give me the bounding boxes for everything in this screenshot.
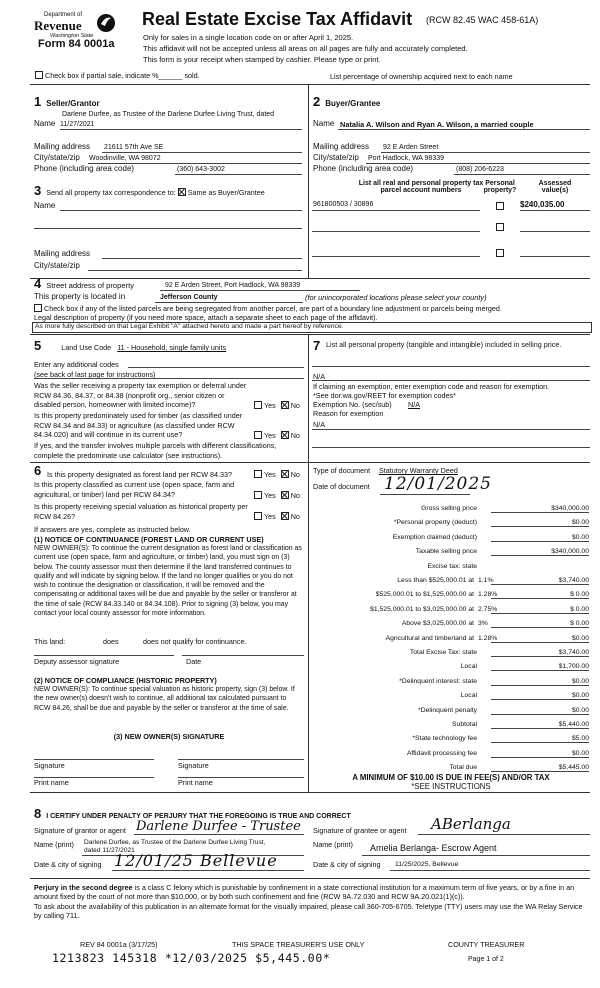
- forest-section-number: 6: [34, 463, 42, 478]
- notice2-title: (2) NOTICE OF COMPLIANCE (HISTORIC PROPERTY): [34, 676, 217, 685]
- see-instructions-note: *SEE INSTRUCTIONS: [411, 782, 491, 791]
- personal-property-section-number: 7: [313, 338, 321, 353]
- notice1-title: (1) NOTICE OF CONTINUANCE (FOREST LAND OR CURRENT USE): [34, 535, 264, 544]
- new-owner-signature-2: Signature: [178, 761, 209, 770]
- buyer-heading: Buyer/Grantee: [325, 99, 381, 108]
- located-label: This property is located in: [34, 292, 126, 301]
- exemption-yes-checkbox[interactable]: [254, 401, 262, 409]
- same-as-buyer-checkbox[interactable]: [178, 188, 186, 196]
- tax-row-label: *State technology fee: [412, 735, 477, 743]
- tax-row-value[interactable]: $0.00: [491, 519, 589, 527]
- seller-mailing[interactable]: 21611 57th Ave SE: [104, 144, 164, 151]
- new-owner-sig-title: (3) NEW OWNER(S) SIGNATURE: [113, 732, 225, 741]
- buyer-section: [313, 94, 380, 109]
- segregated-row: [34, 304, 502, 313]
- buyer-phone[interactable]: (808) 206-6223: [456, 166, 504, 173]
- tax-row-label: Total Excise Tax: state: [409, 649, 477, 656]
- same-as-buyer-label: Same as Buyer/Grantee: [187, 188, 265, 197]
- tax-row: [312, 735, 589, 746]
- partial-sale-label: Check box if partial sale, indicate %______ sold.: [45, 71, 200, 80]
- tax-row-value[interactable]: $0.00: [491, 750, 589, 758]
- tax-row-label: $525,000.01 to $1,525,000.00 at: [375, 591, 474, 599]
- grantee-date-label: Date & city of signing: [313, 860, 381, 869]
- tax-row-label: Affidavit processing fee: [406, 749, 477, 757]
- tax-row-label: Gross selling price: [421, 505, 477, 512]
- tax-row-label: Local: [460, 663, 477, 671]
- tax-row-label: Above $3,025,000.00 at: [401, 620, 474, 628]
- grantee-name[interactable]: Amelia Berlanga- Escrow Agent: [370, 843, 497, 853]
- treasurer-space: THIS SPACE TREASURER'S USE ONLY: [232, 940, 365, 949]
- forest-yes-no: [254, 470, 300, 479]
- correspondence-section-number: 3: [34, 183, 42, 198]
- historic-yes-no: [254, 512, 300, 521]
- tax-row: [312, 563, 589, 574]
- tax-row-value[interactable]: $0.00: [491, 692, 589, 700]
- exemption-yes-no: [254, 401, 300, 410]
- legal-desc-label: Legal description of property (if you need more space, attach a separate sheet to each page of the affidavit).: [34, 313, 378, 322]
- historic-no-checkbox[interactable]: [281, 512, 289, 520]
- partial-sale: [35, 71, 200, 80]
- tax-row-value[interactable]: $1,700.00: [491, 663, 589, 671]
- timber-no-label: No: [290, 431, 300, 440]
- tax-row: [312, 591, 589, 602]
- additional-codes-label: Enter any additional codes: [34, 360, 119, 369]
- new-owner-signature-1: Signature: [34, 761, 65, 770]
- tax-row-label: Agricultural and timberland at: [385, 634, 474, 642]
- personal-property-checkbox-3[interactable]: [496, 249, 504, 257]
- segregated-checkbox[interactable]: [34, 304, 42, 312]
- personal-property-col-header: Personal property?: [483, 180, 517, 194]
- seller-section-number: 1: [34, 94, 42, 109]
- deputy-date-label: Date: [186, 657, 202, 666]
- seller-heading: Seller/Grantor: [46, 99, 100, 108]
- tax-row: [312, 606, 589, 617]
- tax-row-value[interactable]: $0.00: [491, 635, 589, 643]
- tax-row-value[interactable]: $3,740.00: [491, 649, 589, 657]
- legal-desc-value[interactable]: As more fully described on that Legal Exhibit "A" attached hereto and made a part hereof by reference.: [35, 323, 344, 330]
- tax-row-label: Exemption claimed (deduct): [392, 533, 477, 541]
- dor-logo-line2: Revenue: [34, 18, 82, 33]
- doc-date-label: Date of document: [313, 482, 370, 491]
- grantor-date-label: Date & city of signing: [34, 860, 102, 869]
- tax-row-value[interactable]: $ 0.00: [491, 606, 589, 614]
- seller-city[interactable]: Woodinville, WA 98072: [89, 155, 161, 162]
- forest-no-checkbox[interactable]: [281, 470, 289, 478]
- tax-row: [312, 649, 589, 660]
- rev-number: REV 84 0001a (3/17/25): [80, 940, 158, 949]
- property-section-number: 4: [34, 276, 42, 291]
- legal-desc-box: [32, 322, 592, 333]
- perjury-bold: Perjury in the second degree: [34, 883, 133, 892]
- tax-row-value[interactable]: $0.00: [491, 678, 589, 686]
- tax-row-label: Taxable selling price: [415, 548, 477, 556]
- tax-row: [312, 519, 589, 530]
- tax-row-rate: 3%: [478, 620, 488, 628]
- grantor-name-label: Name (print): [34, 840, 74, 849]
- personal-property-checkbox-1[interactable]: [496, 202, 504, 210]
- see-back-note: (see back of last page for instructions): [34, 370, 156, 379]
- street-label: Street address of property: [46, 281, 135, 290]
- new-owner-print-2: Print name: [178, 778, 213, 787]
- current-use-yes-checkbox[interactable]: [254, 491, 262, 499]
- tax-row: [312, 548, 589, 559]
- grantee-sig-label: Signature of grantee or agent: [313, 826, 407, 835]
- predominate-note: If yes, and the transfer involves multiple parcels with different classifications, complete the predominate use calculator (see instructions).: [34, 441, 277, 460]
- exemption-no-label: No: [290, 401, 300, 410]
- header-note2: This affidavit will not be accepted unless all areas on all pages are fully and accurately completed.: [143, 44, 468, 53]
- form-title: Real Estate Excise Tax Affidavit: [142, 9, 413, 29]
- exemption-no-value[interactable]: N/A: [408, 400, 420, 409]
- buyer-mailing[interactable]: 92 E Arden Street: [383, 144, 439, 151]
- accessibility-notice: To ask about the availability of this publication in an alternate format for the visually impaired, please call 360-705-6705. Teletype (TTY) users may use the WA Relay Service by calling 711.: [34, 902, 583, 921]
- tax-row-rate: 1.28%: [478, 634, 498, 642]
- grantee-name-label: Name (print): [313, 840, 353, 849]
- county-treasurer: COUNTY TREASURER: [448, 940, 525, 949]
- tax-row: [312, 692, 589, 703]
- doc-date-value[interactable]: 12/01/2025: [384, 474, 492, 494]
- seller-phone-label: Phone (including area code): [34, 164, 135, 173]
- current-use-no-label: No: [290, 491, 300, 500]
- tax-row-label: Local: [460, 692, 477, 700]
- buyer-mailing-label: Mailing address: [313, 142, 370, 151]
- grantor-name-line1[interactable]: Darlene Durfee, as Trustee of the Darlene Durfee Living Trust,: [84, 839, 266, 846]
- form-citation: (RCW 82.45 WAC 458-61A): [426, 15, 539, 25]
- exemption-yes-label: Yes: [264, 401, 276, 410]
- buyer-city-label: City/state/zip: [313, 153, 359, 162]
- buyer-section-number: 2: [313, 94, 321, 109]
- new-owner-print-1: Print name: [34, 778, 69, 787]
- if-yes-note: If answers are yes, complete as instructed below.: [34, 525, 191, 534]
- forest-yes-label: Yes: [264, 470, 276, 479]
- grantor-signature[interactable]: Darlene Durfee - Trustee: [136, 819, 301, 834]
- current-use-no-checkbox[interactable]: [281, 491, 289, 499]
- tax-row: [312, 663, 589, 674]
- certify-section-number: 8: [34, 806, 42, 821]
- timber-yes-label: Yes: [264, 431, 276, 440]
- land-use-section: [34, 338, 226, 353]
- dor-logo-line1: Department of: [44, 12, 83, 18]
- current-use-question: Is this property classified as current use (open space, farm and agricultural, or timber) land per RCW 84.34?: [34, 480, 235, 499]
- exemption-claim-text: If claiming an exemption, enter exemption code and reason for exemption.: [313, 382, 550, 391]
- tax-row-value[interactable]: $340,000.00: [491, 505, 589, 513]
- form-number: Form 84 0001a: [38, 38, 115, 50]
- perjury-notice: [34, 883, 590, 902]
- land-use-label: Land Use Code: [61, 343, 112, 352]
- county[interactable]: Jefferson County: [160, 294, 218, 301]
- forest-yes-checkbox[interactable]: [254, 470, 262, 478]
- tax-row-value[interactable]: $ 0.00: [491, 620, 589, 628]
- personal-property-checkbox-2[interactable]: [496, 223, 504, 231]
- forest-no-label: No: [290, 470, 300, 479]
- segregated-label: Check box if any of the listed parcels are being segregated from another parcel, are part of a boundary line adjustment or parcels being merged.: [44, 304, 502, 313]
- notice1-body: NEW OWNER(S): To continue the current designation as forest land or classification as current use (open space, farm and agriculture, or timber) land, you must sign on (3) below. The county assessor must then determine if the land transferred continues to qualify and will indicate by signing below. If the land no longer qualifies or you do not wish to continue the designation or classification, it will be removed and the compensating or additional taxes will be due and payable by the seller or transferor at the time of sale (RCW 84.33.140 or 84.34.108). Prior to signing (3) below, you may contact your local county assessor for more information.: [34, 545, 302, 618]
- perjury-text: is a class C felony which is punishable by confinement in a state correctional institution for a maximum term of five years, or by a fine in an amount fixed by the court of not more than $10,000, or by both such confinement and fine (RCW 9A.72.030 and RCW 9A.20.021(1)(c)).: [34, 883, 575, 902]
- notice2-body: NEW OWNER(S): To continue special valuation as historic property, sign (3) below. If the new owner(s) doesn't wish to continue, all additional tax calculated pursuant to RCW 84.26, shall be due and payable by the seller or transferor at the time of sale.: [34, 686, 295, 712]
- reason-value[interactable]: N/A: [313, 420, 325, 429]
- correspondence-mailing-label: Mailing address: [34, 249, 91, 258]
- tax-row-value[interactable]: $3,740.00: [491, 577, 589, 585]
- exemption-no-checkbox[interactable]: [281, 401, 289, 409]
- current-use-yes-label: Yes: [264, 491, 276, 500]
- assessed-value-col-header: Assessed value(s): [538, 180, 572, 194]
- timber-no-checkbox[interactable]: [281, 431, 289, 439]
- exemption-no-label: Exemption No. (sec/sub): [313, 400, 392, 409]
- minimum-due-note: A MINIMUM OF $10.00 IS DUE IN FEE(S) AND/OR TAX: [352, 773, 550, 782]
- seller-mailing-label: Mailing address: [34, 142, 91, 151]
- forest-question: Is this property designated as forest land per RCW 84.33?: [47, 470, 232, 479]
- correspondence-text: Send all property tax correspondence to:: [46, 188, 176, 197]
- header-note3: This form is your receipt when stamped by cashier. Please type or print.: [143, 55, 381, 64]
- deputy-signature-label: Deputy assessor signature: [34, 657, 120, 666]
- assessed-value[interactable]: $240,035.00: [520, 200, 565, 209]
- parcel-number[interactable]: 961800503 / 30896: [313, 201, 374, 208]
- grantor-date-city[interactable]: 12/01/25 Bellevue: [114, 851, 278, 870]
- personal-property-text: List all personal property (tangible and intangible) included in selling price.: [326, 340, 562, 349]
- historic-yes-checkbox[interactable]: [254, 512, 262, 520]
- tax-row-value[interactable]: $0.00: [491, 707, 589, 715]
- tax-row: [312, 750, 589, 761]
- buyer-phone-label: Phone (including area code): [313, 164, 414, 173]
- historic-no-label: No: [290, 512, 300, 521]
- tax-row-value[interactable]: $5,445.00: [491, 764, 589, 772]
- seller-section: [34, 94, 306, 174]
- doc-type-label: Type of document: [313, 466, 371, 475]
- historic-question: Is this property receiving special valuation as historical property per RCW 84.26?: [34, 502, 248, 521]
- tax-row: [312, 635, 589, 646]
- seller-name-line1: Darlene Durfee, as Trustee of the Darlene Durfee Living Trust, dated: [62, 111, 275, 118]
- parcels-col-header: List all real and personal property tax parcel account numbers: [358, 180, 484, 194]
- grantee-signature[interactable]: ABerlanga: [431, 815, 511, 833]
- correspondence-section: [34, 183, 265, 198]
- tax-row-label: Excise tax: state: [427, 562, 477, 570]
- tax-row: [312, 707, 589, 718]
- this-land-label: This land:: [34, 637, 66, 646]
- street-address[interactable]: 92 E Arden Street, Port Hadlock, WA 98339: [165, 282, 301, 289]
- exemption-url: *See dor.wa.gov/REET for exemption codes*: [313, 391, 456, 400]
- header-note1: Only for sales in a single location code on or after April 1, 2025.: [143, 33, 354, 42]
- historic-yes-label: Yes: [264, 512, 276, 521]
- seller-name-label: Name: [34, 119, 56, 128]
- dor-logo-line3: Washington State: [50, 33, 94, 39]
- timber-yes-checkbox[interactable]: [254, 431, 262, 439]
- grantor-name-line2[interactable]: dated 11/27/2021: [84, 847, 135, 854]
- timber-yes-no: [254, 431, 300, 440]
- seller-city-label: City/state/zip: [34, 153, 80, 162]
- certify-text: I CERTIFY UNDER PENALTY OF PERJURY THAT THE FOREGOING IS TRUE AND CORRECT: [46, 813, 351, 820]
- partial-sale-checkbox[interactable]: [35, 71, 43, 79]
- correspondence-city-label: City/state/zip: [34, 261, 80, 270]
- tax-row-rate: 2.75%: [478, 605, 498, 613]
- property-section: [34, 276, 134, 291]
- buyer-city[interactable]: Port Hadlock, WA 98339: [368, 155, 445, 162]
- doc-type-value[interactable]: Statutory Warranty Deed: [379, 466, 458, 475]
- tax-row-label: $1,525,000.01 to $3,025,000.00 at: [370, 605, 474, 613]
- tax-row: [312, 534, 589, 545]
- tax-row-label: *Delinquent interest: state: [399, 677, 477, 685]
- buyer-name-label: Name: [313, 119, 335, 128]
- tax-row: [312, 620, 589, 631]
- tax-row-label: Less than $525,000.01 at: [397, 577, 474, 584]
- dor-logo-icon: [96, 12, 116, 34]
- tax-row-label: *Personal property (deduct): [393, 519, 477, 527]
- grantee-date-city[interactable]: 11/25/2025, Bellevue: [395, 861, 459, 868]
- grantor-sig-label: Signature of grantor or agent: [34, 826, 126, 835]
- land-use-section-number: 5: [34, 338, 42, 353]
- tax-row-label: Subtotal: [452, 721, 477, 728]
- tax-row-rate: 1.28%: [478, 591, 498, 599]
- tax-row-value[interactable]: $5.00: [491, 735, 589, 743]
- correspondence-name-label: Name: [34, 201, 56, 210]
- timber-question: Is this property predominately used for timber (as classified under RCW 84.34 and 84.33) or agriculture (as classified under RCW 84.34.020) and will continue in its current use?: [34, 411, 243, 439]
- buyer-name[interactable]: Natalia A. Wilson and Ryan A. Wilson, a married couple: [340, 120, 534, 129]
- tax-row-label: Total due: [449, 764, 477, 772]
- current-use-yes-no: [254, 491, 300, 500]
- exemption-question: Was the seller receiving a property tax exemption or deferral under RCW 84.36, 84.37, or 84.38 (nonprofit org., senior citizen or disabled person, homeowner with limited income)?: [34, 381, 247, 409]
- does-label: does: [103, 637, 119, 646]
- tax-row-value[interactable]: $0.00: [491, 534, 589, 542]
- land-use-code[interactable]: 11 - Household, single family units: [117, 343, 227, 352]
- unincorporated-note: (for unincorporated locations please select your county): [305, 293, 487, 302]
- tax-row-value[interactable]: $340,000.00: [491, 548, 589, 556]
- tax-row: [312, 505, 589, 516]
- ownership-note: List percentage of ownership acquired next to each name: [330, 72, 513, 81]
- personal-property-value[interactable]: N/A: [313, 372, 325, 381]
- tax-row-value[interactable]: $5,440.00: [491, 721, 589, 729]
- tax-row: [312, 577, 589, 588]
- tax-row: [312, 721, 589, 732]
- page-number: Page 1 of 2: [468, 956, 504, 963]
- seller-phone[interactable]: (360) 643-3002: [177, 166, 225, 173]
- tax-row-label: *Delinquent penalty: [418, 706, 477, 714]
- seller-name-line2[interactable]: 11/27/2021: [60, 121, 95, 128]
- cashier-stamp: 1213823 145318 *12/03/2025 $5,445.00*: [52, 951, 331, 965]
- tax-row-rate: 1.1%: [478, 577, 494, 584]
- reason-label: Reason for exemption: [313, 409, 384, 418]
- tax-row: [312, 678, 589, 689]
- does-not-label: does not qualify for continuance.: [143, 637, 247, 646]
- tax-row-value[interactable]: $ 0.00: [491, 591, 589, 599]
